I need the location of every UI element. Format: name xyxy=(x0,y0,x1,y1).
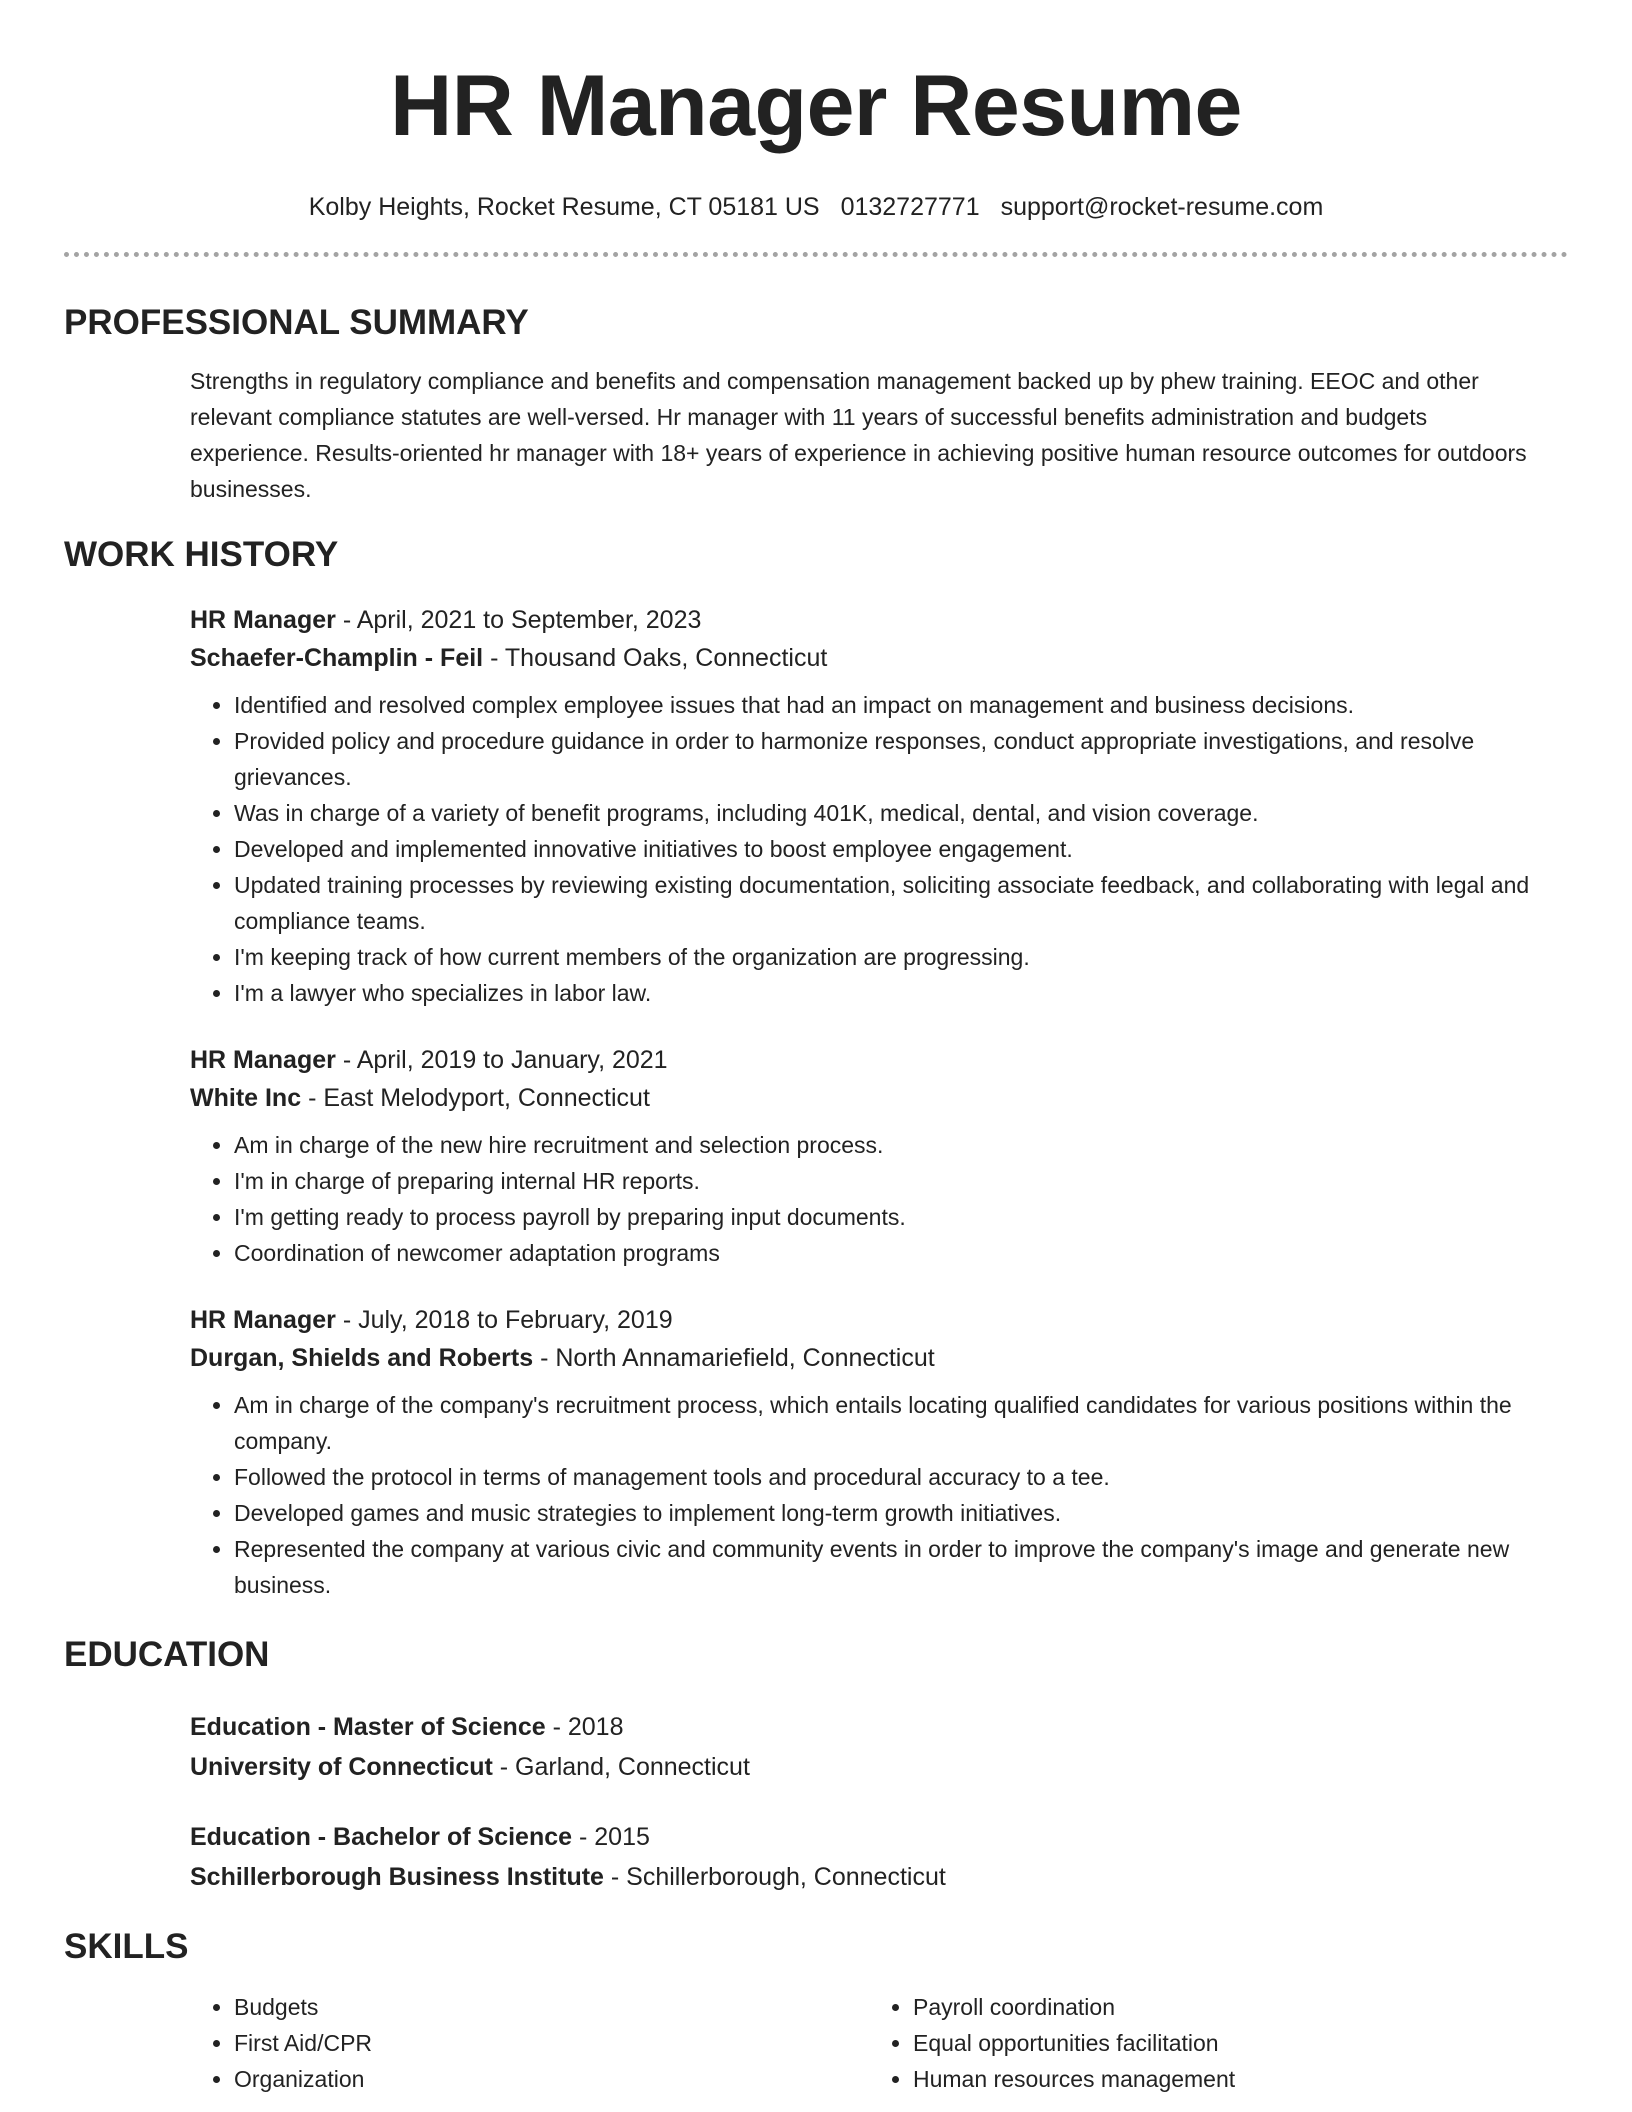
education-year: - 2018 xyxy=(552,1713,624,1741)
education-school-line xyxy=(190,1747,1568,1787)
job-location: - Thousand Oaks, Connecticut xyxy=(490,644,828,672)
contact-email: support@rocket-resume.com xyxy=(1000,193,1324,221)
job-title-line xyxy=(190,601,1568,639)
list-item: • Was in charge of a variety of benefit programs, including 401K, medical, dental, and vision coverage. xyxy=(234,795,1568,831)
list-item: • Equal opportunities facilitation xyxy=(913,2025,1548,2061)
education-degree: Education - Master of Science xyxy=(190,1713,546,1741)
job-dates: - July, 2018 to February, 2019 xyxy=(342,1306,673,1334)
job-entry xyxy=(190,1301,1568,1603)
skills-column-right xyxy=(869,1989,1548,2097)
education-year: - 2015 xyxy=(578,1823,650,1851)
job-location: - East Melodyport, Connecticut xyxy=(308,1084,650,1112)
contact-line xyxy=(64,192,1568,222)
education-location: - Garland, Connecticut xyxy=(499,1753,750,1781)
education-school-line xyxy=(190,1857,1568,1897)
job-entry xyxy=(190,601,1568,1011)
job-company: White Inc xyxy=(190,1084,302,1112)
list-item: • Am in charge of the new hire recruitment and selection process. xyxy=(234,1127,1568,1163)
job-bullets xyxy=(190,1127,1568,1271)
list-item: • I'm keeping track of how current members of the organization are progressing. xyxy=(234,939,1568,975)
list-item: • Payroll coordination xyxy=(913,1989,1548,2025)
job-location: - North Annamariefield, Connecticut xyxy=(540,1344,935,1372)
list-item: • Represented the company at various civic and community events in order to improve the company's image and generate new business. xyxy=(234,1531,1568,1603)
list-item: • Provided policy and procedure guidance in order to harmonize responses, conduct appropriate investigations, and resolve grievances. xyxy=(234,723,1568,795)
list-item: • Identified and resolved complex employee issues that had an impact on management and business decisions. xyxy=(234,687,1568,723)
list-item: • Am in charge of the company's recruitment process, which entails locating qualified candidates for various positions within the company. xyxy=(234,1387,1568,1459)
job-company-line xyxy=(190,1339,1568,1377)
list-item: • I'm getting ready to process payroll by preparing input documents. xyxy=(234,1199,1568,1235)
list-item: • Organization xyxy=(234,2061,869,2097)
education-school: University of Connecticut xyxy=(190,1753,493,1781)
job-bullets xyxy=(190,687,1568,1011)
job-company: Schaefer-Champlin - Feil xyxy=(190,644,484,672)
contact-phone: 0132727771 xyxy=(840,193,980,221)
page-title: HR Manager Resume xyxy=(390,58,1242,154)
list-item: • Updated training processes by reviewing existing documentation, soliciting associate feedback, and collaborating with legal and compliance teams. xyxy=(234,867,1568,939)
education-location: - Schillerborough, Connecticut xyxy=(610,1863,946,1891)
job-dates: - April, 2021 to September, 2023 xyxy=(342,606,702,634)
job-company: Durgan, Shields and Roberts xyxy=(190,1344,534,1372)
job-title: HR Manager xyxy=(190,1046,336,1074)
job-title-line xyxy=(190,1041,1568,1079)
job-dates: - April, 2019 to January, 2021 xyxy=(342,1046,668,1074)
list-item: • Budgets xyxy=(234,1989,869,2025)
skills-heading: SKILLS xyxy=(64,1927,189,1966)
skills-list xyxy=(190,1989,1568,2097)
list-item: • Coordination of newcomer adaptation programs xyxy=(234,1235,1568,1271)
job-bullets xyxy=(190,1387,1568,1603)
skills-column-left xyxy=(190,1989,869,2097)
list-item: • Human resources management xyxy=(913,2061,1548,2097)
job-title-line xyxy=(190,1301,1568,1339)
job-company-line xyxy=(190,639,1568,677)
job-company-line xyxy=(190,1079,1568,1117)
education-heading: EDUCATION xyxy=(64,1635,270,1674)
education-degree-line xyxy=(190,1817,1568,1857)
education-degree: Education - Bachelor of Science xyxy=(190,1823,573,1851)
job-title: HR Manager xyxy=(190,606,336,634)
summary-heading: PROFESSIONAL SUMMARY xyxy=(64,303,529,342)
list-item: • Followed the protocol in terms of management tools and procedural accuracy to a tee. xyxy=(234,1459,1568,1495)
list-item: • Developed games and music strategies to implement long-term growth initiatives. xyxy=(234,1495,1568,1531)
education-degree-line xyxy=(190,1707,1568,1747)
education-entry xyxy=(190,1817,1568,1897)
education-school: Schillerborough Business Institute xyxy=(190,1863,604,1891)
list-item: • I'm a lawyer who specializes in labor law. xyxy=(234,975,1568,1011)
summary-text: Strengths in regulatory compliance and benefits and compensation management backed up by phew training. EEOC and other relevant compliance statutes are well-versed. Hr manager with 11 years of successful benefits administration and budgets experience. Results-oriented hr manager with 18+ years of experience in achieving positive human resource outcomes for outdoors businesses. xyxy=(190,368,1527,502)
job-title: HR Manager xyxy=(190,1306,336,1334)
contact-address: Kolby Heights, Rocket Resume, CT 05181 US xyxy=(308,193,820,221)
work-history-heading: WORK HISTORY xyxy=(64,535,339,574)
list-item: • I'm in charge of preparing internal HR reports. xyxy=(234,1163,1568,1199)
list-item: • Developed and implemented innovative initiatives to boost employee engagement. xyxy=(234,831,1568,867)
list-item: • First Aid/CPR xyxy=(234,2025,869,2061)
job-entry xyxy=(190,1041,1568,1271)
header-divider xyxy=(64,252,1568,257)
education-entry xyxy=(190,1707,1568,1787)
